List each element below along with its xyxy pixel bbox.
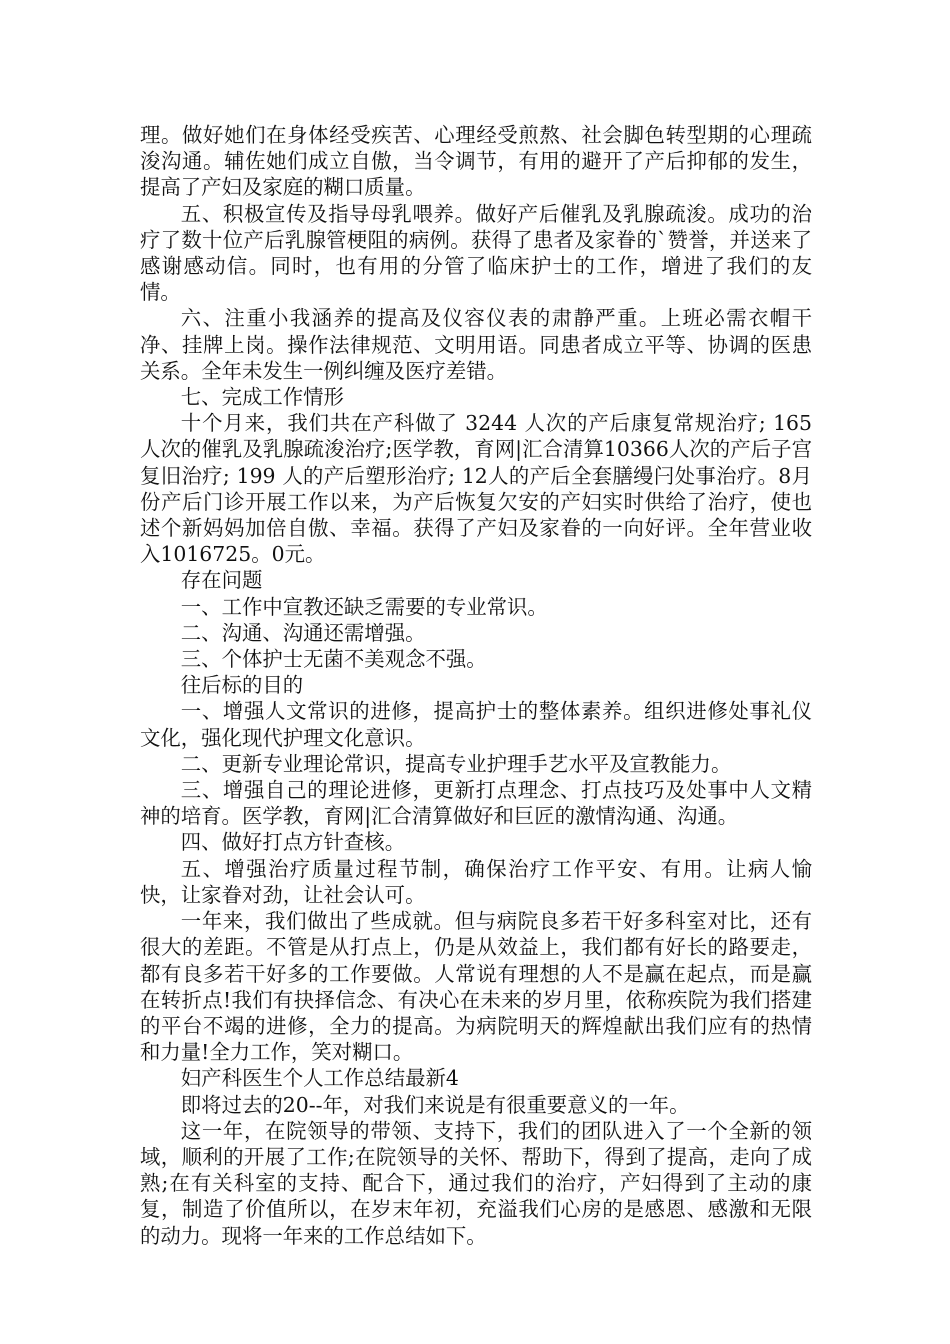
paragraph: 五、积极宣传及指导母乳喂养。做好产后催乳及乳腺疏浚。成功的治疗了数十位产后乳腺管梗阻的病例。获得了患者及家眷的`赞誉，并送来了感谢感动信。同时，也有用的分管了临床护士的工作，增进了我们的友情。 <box>140 201 812 305</box>
section-heading: 七、完成工作情形 <box>180 385 344 410</box>
list-item: 三、增强自己的理论进修，更新打点理念、打点技巧及处事中人文精神的培育。医学教，育网|汇合清算做好和巨匠的激情沟通、沟通。 <box>140 778 812 829</box>
section-heading: 存在问题 <box>180 568 263 593</box>
list-item: 三、个体护士无菌不美观念不强。 <box>180 647 487 672</box>
paragraph: 六、注重小我涵养的提高及仪容仪表的肃静严重。上班必需衣帽干净、挂牌上岗。操作法律规范、文明用语。同患者成立平等、协调的医患关系。全年未发生一例纠缠及医疗差错。 <box>140 306 812 383</box>
list-item: 五、增强治疗质量过程节制，确保治疗工作平安、有用。让病人愉快，让家眷对劲，让社会认可。 <box>140 856 812 907</box>
section-heading: 妇产科医生个人工作总结最新4 <box>180 1066 459 1091</box>
list-item: 四、做好打点方针查核。 <box>180 830 406 855</box>
list-item: 一、工作中宣教还缺乏需要的专业常识。 <box>180 594 548 619</box>
section-heading: 往后标的目的 <box>180 673 304 698</box>
list-item: 二、沟通、沟通还需增强。 <box>180 620 426 645</box>
paragraph: 理。做好她们在身体经受疾苦、心理经受煎熬、社会脚色转型期的心理疏浚沟通。辅佐她们成立自傲，当令调节，有用的避开了产后抑郁的发生，提高了产妇及家庭的糊口质量。 <box>140 123 812 200</box>
paragraph: 一年来，我们做出了些成就。但与病院良多若干好多科室对比，还有很大的差距。不管是从打点上，仍是从效益上，我们都有好长的路要走，都有良多若干好多的工作要做。人常说有理想的人不是赢在起点，而是赢在转折点!我们有抉择信念、有决心在未来的岁月里，依称疾院为我们搭建的平台不竭的进修，全力的提高。为病院明天的辉煌献出我们应有的热情和力量!全力工作，笑对糊口。 <box>140 909 812 1065</box>
document-page <box>140 122 812 1249</box>
list-item: 二、更新专业理论常识，提高专业护理手艺水平及宣教能力。 <box>180 751 732 776</box>
paragraph: 即将过去的20--年，对我们来说是有很重要意义的一年。 <box>180 1092 690 1117</box>
paragraph: 这一年，在院领导的带领、支持下，我们的团队进入了一个全新的领域，顺利的开展了工作;在院领导的关怀、帮助下，得到了提高，走向了成熟;在有关科室的支持、配合下，通过我们的治疗，产妇得到了主动的康复，制造了价值所以，在岁末年初，充溢我们心房的是感恩、感激和无限的动力。现将一年来的工作总结如下。 <box>140 1118 812 1248</box>
paragraph: 十个月来，我们共在产科做了 3244 人次的产后康复常规治疗; 165 人次的催乳及乳腺疏浚治疗;医学教，育网|汇合清算10366人次的产后子宫复旧治疗; 199 人的产后塑形治疗; 12人的产后全套膳缦闩处事治疗。8月份产后门诊开展工作以来，为产后恢复欠安的产妇实时供给了治疗，使也述个新妈妈加倍自傲、幸福。获得了产妇及家眷的一向好评。全年营业收入1016725。0元。 <box>140 411 812 567</box>
list-item: 一、增强人文常识的进修，提高护士的整体素养。组织进修处事礼仪文化，强化现代护理文化意识。 <box>140 699 812 750</box>
